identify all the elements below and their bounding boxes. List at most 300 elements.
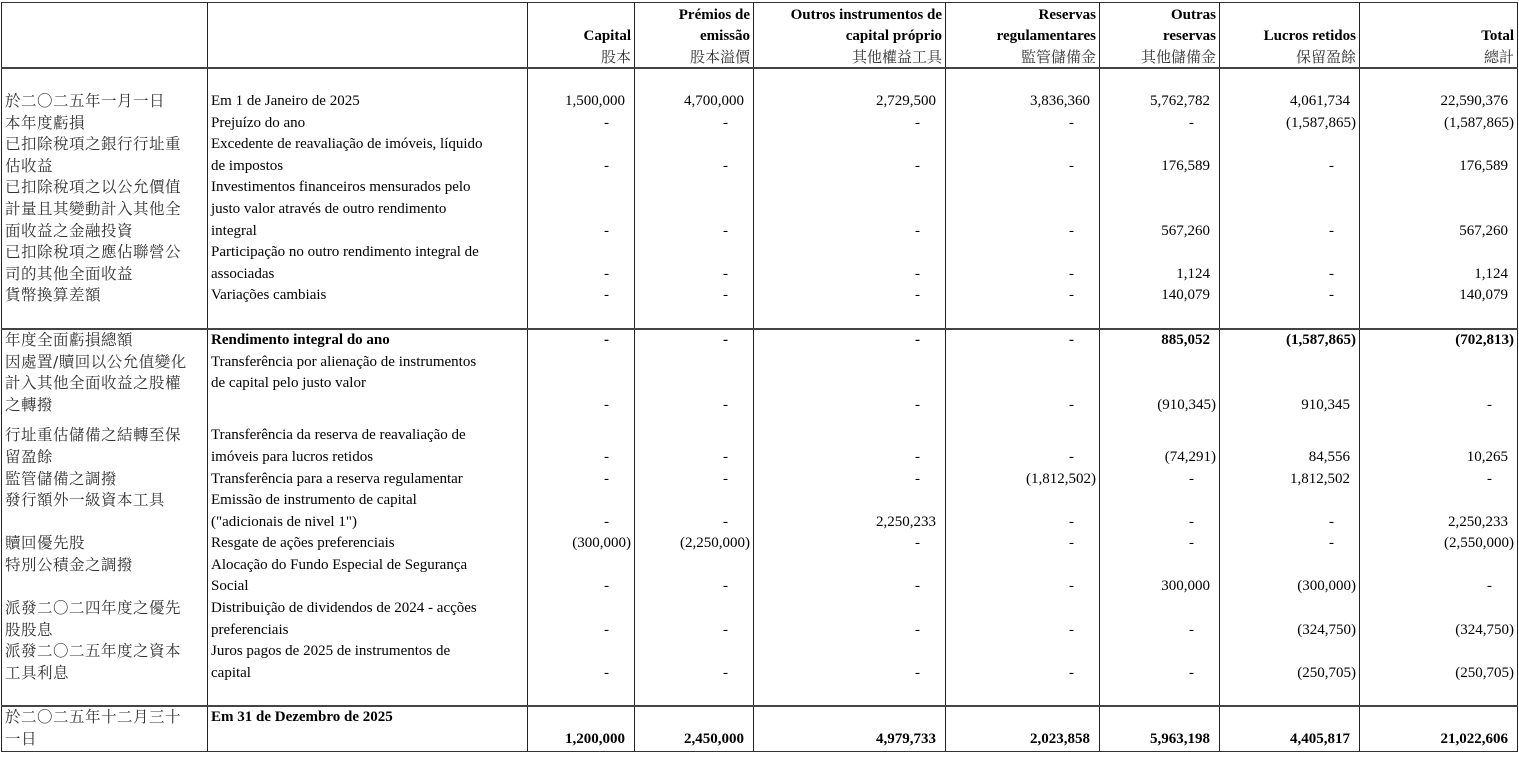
cell-value: 4,405,817 [1290, 731, 1350, 748]
spacer-cell [754, 68, 946, 91]
cell-value: - [723, 222, 728, 239]
cell-capital [528, 416, 635, 468]
cell-value: 5,963,198 [1150, 731, 1210, 748]
cell-value: - [723, 664, 728, 681]
cell-regulatory-reserves [946, 134, 1100, 177]
cell-value: 84,556 [1308, 448, 1350, 465]
cell-value: - [604, 331, 609, 348]
row-label-zh: 本年度虧損 [2, 113, 208, 135]
spacer-row [2, 68, 1518, 91]
cell-value: (1,587,865) [1286, 114, 1356, 131]
spacer-cell [946, 307, 1100, 329]
cell-value: - [1069, 265, 1074, 282]
spacer-cell [946, 684, 1100, 706]
cell-value: (324,750) [1455, 621, 1514, 638]
row-label-pt: Em 1 de Janeiro de 2025 [208, 91, 528, 113]
cell-value: - [1189, 535, 1194, 552]
cell-other-reserves [1100, 242, 1220, 285]
cell-retained-earnings [1220, 352, 1360, 417]
cell-value: - [604, 621, 609, 638]
cell-total [1360, 598, 1518, 641]
row-label-pt: Emissão de instrumento de capital ("adicionais de nivel 1") [208, 490, 528, 533]
column-header-pt: Outras reservas [1162, 7, 1216, 44]
cell-value: (300,000) [572, 535, 631, 552]
cell-value: - [1329, 287, 1334, 304]
cell-value: - [604, 448, 609, 465]
cell-regulatory-reserves [946, 91, 1100, 113]
cell-value: (250,705) [1455, 664, 1514, 681]
cell-total [1360, 177, 1518, 242]
table-row [2, 113, 1518, 135]
cell-regulatory-reserves [946, 113, 1100, 135]
row-label-zh: 因處置/贖回以公允值變化 計入其他全面收益之股權 之轉撥 [2, 352, 208, 417]
cell-value: 22,590,376 [1440, 93, 1508, 109]
row-label-pt: Resgate de ações preferenciais [208, 533, 528, 555]
cell-value: 2,250,233 [1448, 513, 1508, 530]
cell-retained-earnings [1220, 134, 1360, 177]
spacer-cell [1100, 684, 1220, 706]
cell-capital [528, 177, 635, 242]
cell-capital [528, 134, 635, 177]
header-share-premium [635, 3, 754, 69]
cell-value: - [1069, 396, 1074, 413]
table-row [2, 555, 1518, 598]
cell-value: (250,705) [1297, 664, 1356, 681]
cell-capital [528, 533, 635, 555]
cell-value: - [1069, 664, 1074, 681]
cell-value: - [915, 578, 920, 595]
table-row [2, 242, 1518, 285]
cell-value: 1,124 [1474, 265, 1508, 282]
cell-value: - [915, 222, 920, 239]
cell-value: - [723, 470, 728, 487]
section-end-row [2, 684, 1518, 706]
cell-share-premium [635, 113, 754, 135]
cell-value: 140,079 [1161, 287, 1210, 304]
cell-retained-earnings [1220, 598, 1360, 641]
cell-regulatory-reserves [946, 177, 1100, 242]
row-label-pt: Distribuição de dividendos de 2024 - acções preferenciais [208, 598, 528, 641]
cell-other-reserves [1100, 641, 1220, 684]
cell-value: - [723, 287, 728, 304]
cell-value: - [723, 331, 728, 348]
cell-regulatory-reserves [946, 490, 1100, 533]
table-row [2, 134, 1518, 177]
cell-total [1360, 285, 1518, 307]
cell-retained-earnings [1220, 555, 1360, 598]
cell-value: 885,052 [1161, 331, 1210, 348]
cell-other-reserves [1100, 598, 1220, 641]
cell-regulatory-reserves [946, 242, 1100, 285]
cell-regulatory-reserves [946, 285, 1100, 307]
cell-share-premium [635, 490, 754, 533]
column-header-zh: 其他權益工具 [851, 48, 942, 66]
cell-value: - [1487, 470, 1492, 487]
cell-other-reserves [1100, 416, 1220, 468]
cell-total [1360, 416, 1518, 468]
header-pt-label [208, 3, 528, 69]
cell-capital [528, 598, 635, 641]
cell-value: - [915, 535, 920, 552]
cell-value: - [1069, 513, 1074, 530]
column-header-zh: 監管儲備金 [1020, 48, 1096, 66]
cell-capital [528, 706, 635, 751]
spacer-cell [754, 684, 946, 706]
cell-retained-earnings [1220, 285, 1360, 307]
column-header-pt: Reservas regulamentares [996, 7, 1096, 44]
cell-value: - [604, 664, 609, 681]
spacer-cell [208, 307, 528, 329]
cell-value: - [1329, 513, 1334, 530]
cell-total [1360, 490, 1518, 533]
cell-other-equity-instruments [754, 242, 946, 285]
cell-retained-earnings [1220, 242, 1360, 285]
cell-value: - [1069, 157, 1074, 174]
cell-value: - [915, 664, 920, 681]
cell-retained-earnings [1220, 706, 1360, 751]
cell-value: - [604, 157, 609, 174]
cell-value: 3,836,360 [1030, 93, 1090, 109]
cell-total [1360, 533, 1518, 555]
cell-retained-earnings [1220, 91, 1360, 113]
cell-value: - [604, 114, 609, 131]
cell-share-premium [635, 598, 754, 641]
row-label-pt: Transferência para a reserva regulamentar [208, 469, 528, 491]
cell-other-equity-instruments [754, 490, 946, 533]
cell-other-reserves [1100, 134, 1220, 177]
cell-capital [528, 242, 635, 285]
cell-other-equity-instruments [754, 113, 946, 135]
row-label-zh: 監管儲備之調撥 [2, 469, 208, 491]
cell-other-equity-instruments [754, 706, 946, 751]
cell-value: - [1487, 396, 1492, 413]
spacer-cell [754, 307, 946, 329]
cell-share-premium [635, 533, 754, 555]
cell-value: 5,762,782 [1150, 93, 1210, 109]
cell-other-equity-instruments [754, 134, 946, 177]
cell-regulatory-reserves [946, 329, 1100, 352]
cell-value: 2,023,858 [1030, 731, 1090, 748]
spacer-cell [2, 68, 208, 91]
cell-share-premium [635, 706, 754, 751]
cell-value: 21,022,606 [1440, 731, 1508, 748]
row-label-zh: 派發二〇二四年度之優先 股股息 [2, 598, 208, 641]
table-row [2, 329, 1518, 352]
spacer-cell [2, 684, 208, 706]
cell-share-premium [635, 641, 754, 684]
spacer-cell [635, 68, 754, 91]
cell-regulatory-reserves [946, 706, 1100, 751]
cell-total [1360, 706, 1518, 751]
cell-total [1360, 641, 1518, 684]
cell-value: - [604, 513, 609, 530]
spacer-cell [2, 307, 208, 329]
cell-total [1360, 329, 1518, 352]
spacer-cell [1360, 68, 1518, 91]
cell-capital [528, 91, 635, 113]
cell-other-reserves [1100, 706, 1220, 751]
cell-regulatory-reserves [946, 416, 1100, 468]
cell-value: - [723, 621, 728, 638]
table-row [2, 91, 1518, 113]
row-label-zh: 贖回優先股 [2, 533, 208, 555]
table-row [2, 285, 1518, 307]
cell-value: (74,291) [1164, 448, 1216, 465]
cell-value: - [1189, 621, 1194, 638]
cell-value: - [723, 157, 728, 174]
cell-value: - [1329, 222, 1334, 239]
cell-other-equity-instruments [754, 641, 946, 684]
column-header-zh: 保留盈餘 [1295, 48, 1356, 66]
cell-value: 2,729,500 [876, 93, 936, 109]
cell-value: - [915, 287, 920, 304]
cell-total [1360, 91, 1518, 113]
cell-share-premium [635, 242, 754, 285]
table-row [2, 533, 1518, 555]
spacer-cell [635, 307, 754, 329]
cell-value: - [604, 287, 609, 304]
cell-share-premium [635, 329, 754, 352]
column-header-pt: Total [1481, 28, 1514, 44]
cell-value: 4,061,734 [1290, 93, 1350, 109]
column-header-zh: 總計 [1483, 48, 1514, 66]
cell-value: 176,589 [1459, 157, 1508, 174]
cell-other-equity-instruments [754, 555, 946, 598]
row-label-zh: 貨幣換算差額 [2, 285, 208, 307]
column-header-pt: Lucros retidos [1263, 28, 1356, 44]
cell-value: - [915, 621, 920, 638]
cell-capital [528, 555, 635, 598]
cell-share-premium [635, 416, 754, 468]
cell-value: 1,124 [1176, 265, 1210, 282]
cell-value: - [1069, 621, 1074, 638]
spacer-cell [1360, 307, 1518, 329]
cell-value: - [1329, 535, 1334, 552]
column-header-pt: Prémios de emissão [678, 7, 750, 44]
row-label-zh: 於二〇二五年十二月三十 一日 [2, 706, 208, 751]
cell-value: 1,200,000 [565, 731, 625, 748]
section-end-row [2, 307, 1518, 329]
cell-share-premium [635, 91, 754, 113]
cell-capital [528, 113, 635, 135]
cell-value: - [723, 448, 728, 465]
row-label-pt: Juros pagos de 2025 de instrumentos de capital [208, 641, 528, 684]
cell-value: 910,345 [1301, 396, 1350, 413]
cell-share-premium [635, 555, 754, 598]
header-regulatory-reserves [946, 3, 1100, 69]
spacer-cell [946, 68, 1100, 91]
cell-value: 567,260 [1459, 222, 1508, 239]
cell-value: - [604, 222, 609, 239]
row-label-pt: Investimentos financeiros mensurados pelo justo valor através de outro rendimento integral [208, 177, 528, 242]
cell-capital [528, 352, 635, 417]
column-header-pt: Outros instrumentos de capital próprio [790, 7, 942, 44]
row-label-zh: 於二〇二五年一月一日 [2, 91, 208, 113]
header-capital [528, 3, 635, 69]
spacer-cell [528, 68, 635, 91]
cell-value: 567,260 [1161, 222, 1210, 239]
cell-other-equity-instruments [754, 285, 946, 307]
cell-retained-earnings [1220, 329, 1360, 352]
cell-retained-earnings [1220, 416, 1360, 468]
cell-other-equity-instruments [754, 91, 946, 113]
cell-value: (2,250,000) [680, 535, 750, 552]
cell-value: - [723, 265, 728, 282]
cell-value: 300,000 [1161, 578, 1210, 595]
header-total [1360, 3, 1518, 69]
spacer-cell [208, 68, 528, 91]
column-header-zh: 其他儲備金 [1140, 48, 1216, 66]
cell-value: (300,000) [1297, 578, 1356, 595]
column-header-zh: 股本 [600, 48, 631, 66]
cell-value: - [1189, 664, 1194, 681]
cell-total [1360, 352, 1518, 417]
cell-other-reserves [1100, 329, 1220, 352]
header-retained-earnings [1220, 3, 1360, 69]
spacer-cell [528, 307, 635, 329]
cell-value: - [604, 470, 609, 487]
spacer-cell [1220, 307, 1360, 329]
cell-regulatory-reserves [946, 533, 1100, 555]
table-row [2, 641, 1518, 684]
row-label-zh: 發行額外一級資本工具 [2, 490, 208, 533]
cell-value: - [1487, 578, 1492, 595]
cell-share-premium [635, 134, 754, 177]
row-label-zh: 已扣除稅項之以公允價值 計量且其變動計入其他全 面收益之金融投資 [2, 177, 208, 242]
cell-regulatory-reserves [946, 469, 1100, 491]
equity-changes-table [1, 2, 1518, 752]
cell-other-equity-instruments [754, 177, 946, 242]
cell-retained-earnings [1220, 177, 1360, 242]
cell-regulatory-reserves [946, 352, 1100, 417]
row-label-pt: Prejuízo do ano [208, 113, 528, 135]
spacer-cell [1100, 307, 1220, 329]
cell-retained-earnings [1220, 533, 1360, 555]
cell-other-reserves [1100, 555, 1220, 598]
cell-value: - [1329, 265, 1334, 282]
row-label-zh: 特別公積金之調撥 [2, 555, 208, 598]
cell-total [1360, 134, 1518, 177]
cell-value: 2,450,000 [684, 731, 744, 748]
cell-value: (910,345) [1157, 396, 1216, 413]
cell-value: (2,550,000) [1444, 535, 1514, 552]
cell-total [1360, 469, 1518, 491]
row-label-zh: 行址重估儲備之結轉至保 留盈餘 [2, 416, 208, 468]
cell-other-equity-instruments [754, 416, 946, 468]
cell-value: - [1069, 578, 1074, 595]
cell-capital [528, 285, 635, 307]
row-label-pt: Rendimento integral do ano [208, 329, 528, 352]
cell-value: 4,979,733 [876, 731, 936, 748]
row-label-zh: 派發二〇二五年度之資本 工具利息 [2, 641, 208, 684]
cell-value: 140,079 [1459, 287, 1508, 304]
cell-total [1360, 555, 1518, 598]
cell-retained-earnings [1220, 641, 1360, 684]
cell-other-equity-instruments [754, 469, 946, 491]
cell-value: - [1069, 331, 1074, 348]
cell-regulatory-reserves [946, 555, 1100, 598]
row-label-pt: Alocação do Fundo Especial de Segurança Social [208, 555, 528, 598]
spacer-cell [1100, 68, 1220, 91]
row-label-zh: 已扣除稅項之應佔聯營公 司的其他全面收益 [2, 242, 208, 285]
table-row [2, 706, 1518, 751]
row-label-pt: Excedente de reavaliação de imóveis, líquido de impostos [208, 134, 528, 177]
cell-other-reserves [1100, 469, 1220, 491]
spacer-cell [635, 684, 754, 706]
row-label-pt: Transferência da reserva de reavaliação de imóveis para lucros retidos [208, 416, 528, 468]
cell-value: - [604, 396, 609, 413]
cell-other-reserves [1100, 352, 1220, 417]
cell-value: (1,587,865) [1444, 114, 1514, 131]
cell-value: 176,589 [1161, 157, 1210, 174]
cell-value: 2,250,233 [876, 513, 936, 530]
cell-total [1360, 113, 1518, 135]
cell-value: 1,812,502 [1290, 470, 1350, 487]
cell-value: - [1069, 287, 1074, 304]
cell-value: - [1189, 114, 1194, 131]
cell-share-premium [635, 469, 754, 491]
cell-value: - [915, 157, 920, 174]
row-label-pt: Em 31 de Dezembro de 2025 [208, 706, 528, 751]
cell-other-equity-instruments [754, 533, 946, 555]
cell-share-premium [635, 177, 754, 242]
cell-value: - [915, 331, 920, 348]
cell-value: - [723, 114, 728, 131]
cell-other-equity-instruments [754, 352, 946, 417]
cell-total [1360, 242, 1518, 285]
cell-value: 4,700,000 [684, 93, 744, 109]
cell-other-reserves [1100, 285, 1220, 307]
cell-value: 10,265 [1466, 448, 1508, 465]
cell-capital [528, 329, 635, 352]
cell-regulatory-reserves [946, 641, 1100, 684]
cell-other-reserves [1100, 177, 1220, 242]
cell-other-reserves [1100, 113, 1220, 135]
row-label-pt: Variações cambiais [208, 285, 528, 307]
row-label-zh: 年度全面虧損總額 [2, 329, 208, 352]
spacer-cell [1360, 684, 1518, 706]
cell-value: - [915, 265, 920, 282]
cell-retained-earnings [1220, 490, 1360, 533]
cell-value: - [1189, 513, 1194, 530]
spacer-cell [1220, 684, 1360, 706]
row-label-zh: 已扣除稅項之銀行行址重 估收益 [2, 134, 208, 177]
table-row [2, 598, 1518, 641]
spacer-cell [208, 684, 528, 706]
cell-other-equity-instruments [754, 329, 946, 352]
cell-retained-earnings [1220, 113, 1360, 135]
spacer-cell [1220, 68, 1360, 91]
cell-share-premium [635, 285, 754, 307]
header-zh-label [2, 3, 208, 69]
cell-other-equity-instruments [754, 598, 946, 641]
cell-value: (1,587,865) [1286, 331, 1356, 348]
cell-value: - [1069, 448, 1074, 465]
cell-value: - [915, 396, 920, 413]
cell-value: - [1069, 535, 1074, 552]
table-row [2, 352, 1518, 417]
row-label-pt: Transferência por alienação de instrumentos de capital pelo justo valor [208, 352, 528, 417]
cell-share-premium [635, 352, 754, 417]
row-label-pt: Participação no outro rendimento integral de associadas [208, 242, 528, 285]
header-other-equity-instruments [754, 3, 946, 69]
cell-value: - [723, 578, 728, 595]
cell-value: (702,813) [1455, 331, 1514, 348]
cell-capital [528, 490, 635, 533]
cell-value: - [915, 114, 920, 131]
table-row [2, 416, 1518, 468]
cell-value: - [723, 513, 728, 530]
